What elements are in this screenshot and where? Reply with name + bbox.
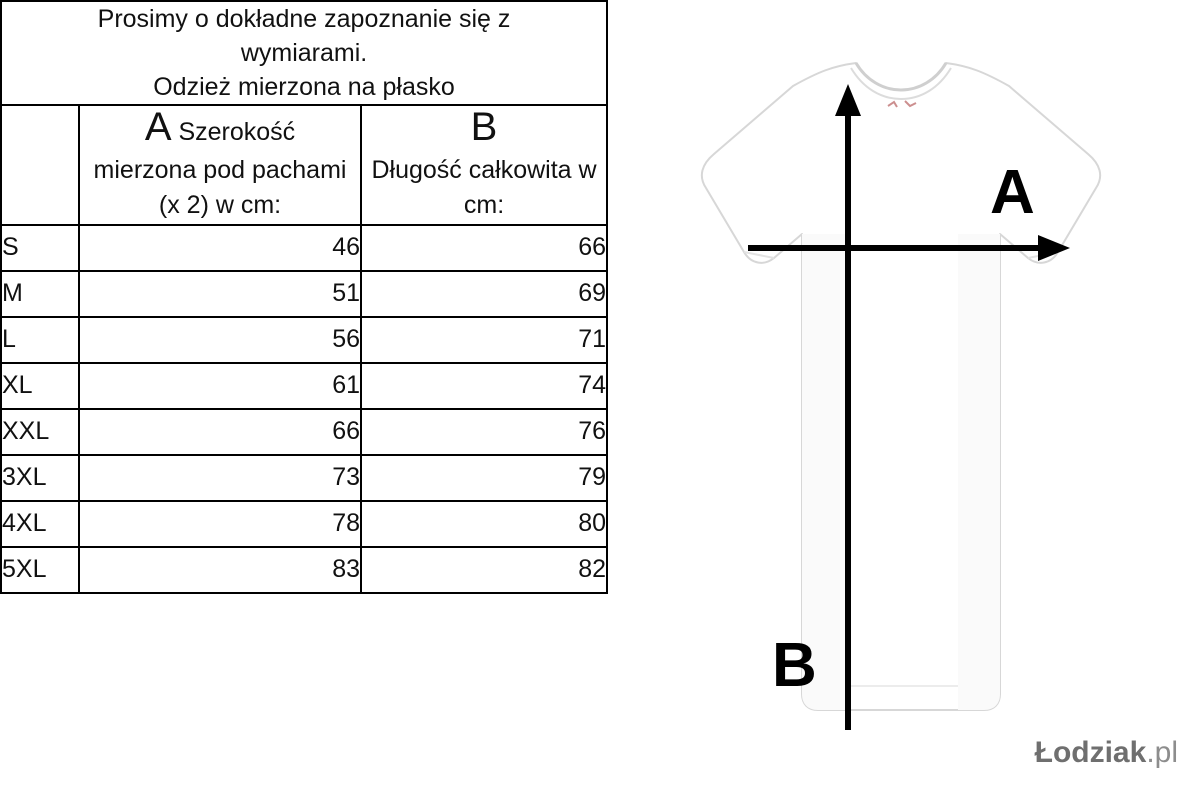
header-column-a — [79, 105, 361, 225]
watermark-suffix: .pl — [1146, 736, 1178, 769]
size-table — [0, 0, 608, 594]
header-a-rest-text: mierzona pod pachami (x 2) w cm: — [93, 155, 347, 219]
table-row — [1, 363, 607, 409]
table-row — [1, 409, 607, 455]
table-row — [1, 455, 607, 501]
row-value-b: 71 — [361, 317, 607, 363]
notice-line-1: Prosimy o dokładne zapoznanie się z — [97, 5, 511, 33]
header-row — [1, 105, 607, 225]
table-row — [1, 225, 607, 271]
measurement-notice — [1, 1, 607, 105]
notice-row — [1, 1, 607, 105]
arrow-horizontal-a — [748, 235, 1070, 261]
table-row — [1, 501, 607, 547]
row-value-a: 51 — [79, 271, 361, 317]
arrow-vertical-b — [835, 84, 861, 730]
table-row — [1, 317, 607, 363]
row-value-b: 80 — [361, 501, 607, 547]
header-a-first-text: Szerokość — [171, 118, 296, 146]
row-value-a: 78 — [79, 501, 361, 547]
row-size-label: S — [1, 225, 79, 271]
row-value-b: 66 — [361, 225, 607, 271]
row-value-b: 82 — [361, 547, 607, 593]
row-size-label: XXL — [1, 409, 79, 455]
header-a-letter: A — [144, 105, 172, 149]
row-value-b: 76 — [361, 409, 607, 455]
row-value-b: 79 — [361, 455, 607, 501]
header-column-b — [361, 105, 607, 225]
label-b: B — [772, 631, 817, 700]
notice-line-3: Odzież mierzona na płasko — [153, 73, 455, 101]
notice-line-2: wymiarami. — [240, 39, 368, 67]
row-value-a: 56 — [79, 317, 361, 363]
row-value-a: 83 — [79, 547, 361, 593]
row-size-label: 5XL — [1, 547, 79, 593]
row-size-label: XL — [1, 363, 79, 409]
row-size-label: 4XL — [1, 501, 79, 547]
watermark — [1035, 736, 1178, 770]
row-value-a: 73 — [79, 455, 361, 501]
table-row — [1, 271, 607, 317]
row-size-label: M — [1, 271, 79, 317]
row-size-label: L — [1, 317, 79, 363]
row-value-b: 69 — [361, 271, 607, 317]
header-size-column — [1, 105, 79, 225]
row-value-a: 61 — [79, 363, 361, 409]
row-value-b: 74 — [361, 363, 607, 409]
header-b-rest-text: Długość całkowita w cm: — [371, 155, 597, 219]
table-row — [1, 547, 607, 593]
measurement-arrows — [608, 0, 1200, 788]
row-value-a: 66 — [79, 409, 361, 455]
watermark-brand: Łodziak — [1034, 736, 1147, 769]
header-b-letter: B — [470, 105, 498, 149]
row-size-label: 3XL — [1, 455, 79, 501]
row-value-a: 46 — [79, 225, 361, 271]
shirt-diagram — [608, 0, 1200, 788]
label-a: A — [990, 158, 1035, 227]
